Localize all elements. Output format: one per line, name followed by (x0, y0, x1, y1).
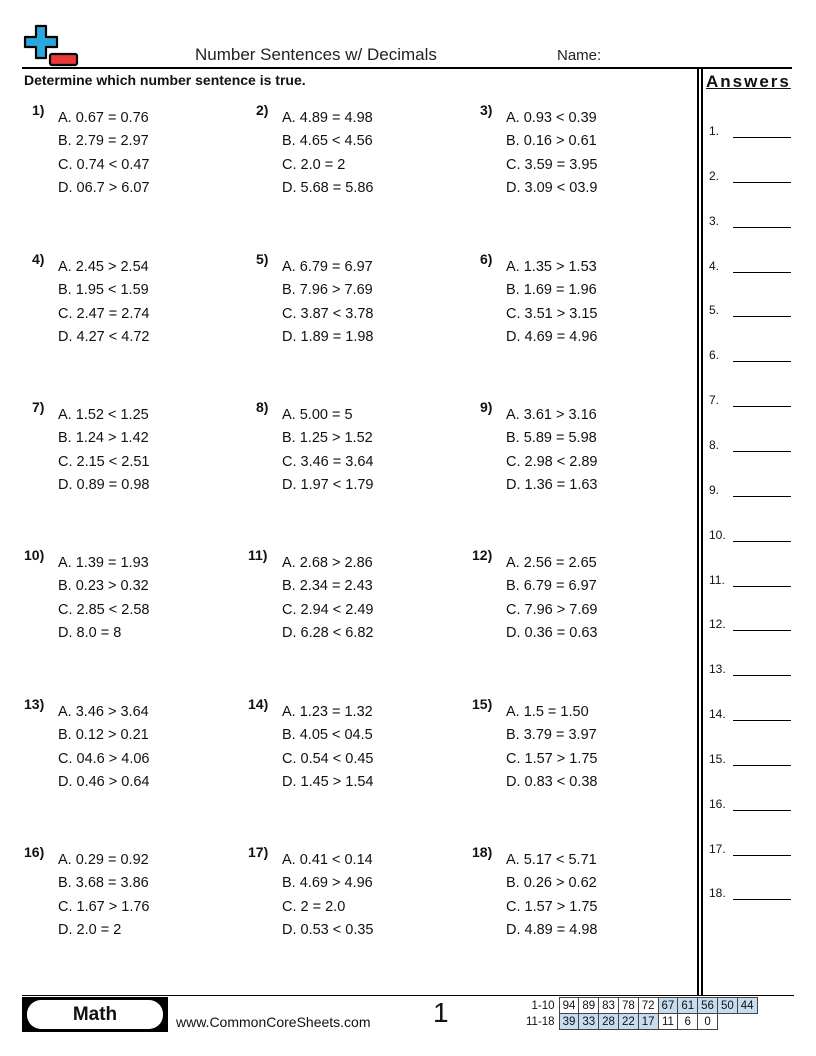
answer-option: A. 0.41 < 0.14 (282, 852, 373, 868)
problem-number: 15) (472, 696, 493, 712)
answer-option: B. 0.16 > 0.61 (506, 133, 597, 150)
answer-number: 1. (709, 124, 720, 138)
answer-option: B. 0.12 > 0.21 (58, 727, 149, 744)
score-table (526, 997, 758, 1030)
score-cell: 11 (658, 1014, 678, 1030)
answer-number: 13. (709, 662, 726, 677)
answer-line (733, 272, 791, 273)
answer-option: A. 2.45 > 2.54 (58, 259, 149, 275)
problem (248, 547, 458, 643)
option-list (282, 701, 374, 794)
problem-number: 18) (472, 844, 493, 860)
score-cell: 56 (698, 998, 718, 1014)
answer-line (733, 899, 791, 900)
answer-line (733, 586, 791, 587)
answer-blank[interactable] (709, 707, 793, 723)
answer-option: D. 3.09 < 03.9 (506, 179, 598, 196)
problem-number: 4) (32, 251, 45, 267)
answer-number: 6. (709, 348, 720, 363)
answer-option: A. 5.00 = 5 (282, 407, 353, 423)
problem (24, 399, 234, 495)
answer-line (733, 720, 791, 721)
score-cell: 83 (599, 998, 619, 1014)
answer-option: A. 5.17 < 5.71 (506, 852, 597, 868)
answers-divider-left (697, 67, 699, 995)
answer-blank[interactable] (709, 214, 793, 230)
score-cell: 39 (559, 1014, 579, 1030)
answer-line (733, 451, 791, 452)
problem (472, 844, 682, 940)
answer-option: C. 3.59 = 3.95 (506, 156, 598, 173)
answer-line (733, 630, 791, 631)
option-list (282, 107, 374, 200)
answer-line (733, 361, 791, 362)
answer-option: C. 0.74 < 0.47 (58, 156, 150, 173)
answer-option: C. 1.67 > 1.76 (58, 898, 150, 915)
answer-option: A. 0.93 < 0.39 (506, 110, 597, 126)
answer-option: A. 4.89 = 4.98 (282, 110, 373, 126)
problem-number: 1) (32, 102, 45, 118)
problem (472, 251, 682, 347)
answer-option: C. 3.87 < 3.78 (282, 305, 374, 322)
answer-number: 15. (709, 751, 726, 766)
problem (472, 102, 682, 198)
problem-number: 6) (480, 251, 493, 267)
answer-option: A. 3.61 > 3.16 (506, 407, 597, 423)
worksheet-title: Number Sentences w/ Decimals (195, 45, 437, 64)
option-list (282, 256, 374, 349)
answer-line (733, 765, 791, 766)
answer-option: C. 2.0 = 2 (282, 156, 346, 173)
answer-blank[interactable] (709, 797, 793, 813)
score-row-label: 11-18 (526, 1015, 555, 1028)
answer-blank[interactable] (709, 259, 793, 275)
answer-option: D. 1.97 < 1.79 (282, 476, 374, 493)
score-cell: 44 (737, 998, 757, 1014)
answer-line (733, 810, 791, 811)
answer-option: D. 1.45 > 1.54 (282, 773, 374, 790)
answer-option: B. 1.69 = 1.96 (506, 282, 597, 299)
option-list (58, 552, 150, 645)
problem-number: 3) (480, 102, 493, 118)
problem-number: 12) (472, 547, 493, 563)
answer-line (733, 182, 791, 183)
score-cell: 50 (717, 998, 737, 1014)
problem-number: 8) (256, 399, 269, 415)
answer-option: D. 4.69 = 4.96 (506, 328, 598, 345)
answer-option: B. 0.26 > 0.62 (506, 875, 597, 892)
answer-number: 5. (709, 303, 720, 318)
answer-line (733, 137, 791, 138)
problem (248, 844, 458, 940)
option-list (282, 404, 374, 497)
answer-blank[interactable] (709, 169, 793, 185)
problem (24, 102, 234, 198)
score-row-label: 1-10 (531, 999, 555, 1012)
answer-line (733, 855, 791, 856)
answer-blank[interactable] (709, 438, 793, 454)
answer-option: C. 2.85 < 2.58 (58, 601, 150, 618)
answer-number: 12. (709, 617, 726, 632)
answer-option: D. 1.36 = 1.63 (506, 476, 598, 493)
answer-blank[interactable] (709, 303, 793, 319)
problem-number: 14) (248, 696, 269, 712)
answer-number: 11. (709, 572, 725, 587)
problem (472, 696, 682, 792)
answer-option: A. 2.56 = 2.65 (506, 555, 597, 571)
answer-number: 3. (709, 213, 720, 228)
problem (24, 251, 234, 347)
problem (248, 102, 458, 198)
answer-option: C. 2.98 < 2.89 (506, 453, 598, 470)
answer-blank[interactable] (709, 617, 793, 633)
answer-option: C. 2.47 = 2.74 (58, 305, 150, 322)
answers-divider-right (701, 67, 703, 995)
subject-label: Math (27, 1000, 163, 1029)
answer-option: D. 0.53 < 0.35 (282, 921, 374, 938)
answer-blank[interactable] (709, 483, 793, 499)
option-list (506, 849, 598, 942)
answer-option: D. 4.27 < 4.72 (58, 328, 150, 345)
problem-number: 2) (256, 102, 269, 118)
answer-option: D. 5.68 = 5.86 (282, 179, 374, 196)
answer-blank[interactable] (709, 348, 793, 364)
problem-number: 13) (24, 696, 45, 712)
problem-number: 17) (248, 844, 269, 860)
answer-option: C. 2.94 < 2.49 (282, 601, 374, 618)
score-cell: 6 (678, 1014, 698, 1030)
score-cell: 28 (599, 1014, 619, 1030)
option-list (58, 256, 150, 349)
answer-option: B. 7.96 > 7.69 (282, 282, 373, 299)
answer-option: B. 4.65 < 4.56 (282, 133, 373, 150)
score-cell-empty (717, 1014, 737, 1030)
answer-number: 17. (709, 841, 726, 856)
problem (24, 844, 234, 940)
score-cell: 94 (559, 998, 579, 1014)
answer-option: A. 1.52 < 1.25 (58, 407, 149, 423)
score-cell: 0 (698, 1014, 718, 1030)
header-divider (22, 67, 792, 69)
page-number: 1 (433, 997, 449, 1028)
problem (24, 696, 234, 792)
score-cell: 89 (579, 998, 599, 1014)
option-list (58, 701, 150, 794)
answer-option: D. 0.83 < 0.38 (506, 773, 598, 790)
option-list (506, 256, 598, 349)
answer-blank[interactable] (709, 752, 793, 768)
answer-option: D. 2.0 = 2 (58, 921, 122, 938)
answer-blank[interactable] (709, 842, 793, 858)
option-list (282, 552, 374, 645)
answer-blank[interactable] (709, 528, 793, 544)
answer-option: B. 1.25 > 1.52 (282, 430, 373, 447)
answer-option: D. 4.89 = 4.98 (506, 921, 598, 938)
answer-option: C. 0.54 < 0.45 (282, 750, 374, 767)
problem (248, 696, 458, 792)
answer-option: A. 1.39 = 1.93 (58, 555, 149, 571)
answer-blank[interactable] (709, 573, 793, 589)
score-cell: 78 (618, 998, 638, 1014)
answer-option: D. 0.36 = 0.63 (506, 624, 598, 641)
answer-option: C. 2 = 2.0 (282, 898, 346, 915)
option-list (506, 701, 598, 794)
problem (248, 399, 458, 495)
answer-option: C. 2.15 < 2.51 (58, 453, 150, 470)
answer-number: 2. (709, 168, 720, 183)
answer-line (733, 406, 791, 407)
answer-option: B. 4.05 < 04.5 (282, 727, 373, 744)
answer-option: C. 3.51 > 3.15 (506, 305, 598, 322)
answer-blank[interactable] (709, 662, 793, 678)
problem (472, 547, 682, 643)
option-list (58, 849, 150, 942)
answer-option: A. 0.67 = 0.76 (58, 110, 149, 126)
answer-option: B. 3.79 = 3.97 (506, 727, 597, 744)
footer-divider (22, 995, 794, 996)
answer-option: D. 06.7 > 6.07 (58, 179, 150, 196)
score-cell-empty (737, 1014, 757, 1030)
answer-number: 10. (709, 527, 726, 542)
answer-option: A. 1.5 = 1.50 (506, 704, 589, 720)
website-link[interactable]: www.CommonCoreSheets.com (176, 1014, 371, 1030)
answer-option: D. 0.46 > 0.64 (58, 773, 150, 790)
answer-number: 9. (709, 482, 720, 497)
score-row (526, 1014, 757, 1030)
problem-number: 11) (248, 547, 268, 563)
score-cell: 67 (658, 998, 678, 1014)
answer-option: C. 7.96 > 7.69 (506, 601, 598, 618)
answer-option: A. 2.68 > 2.86 (282, 555, 373, 571)
problem (24, 547, 234, 643)
problem-number: 7) (32, 399, 45, 415)
answer-option: B. 2.79 = 2.97 (58, 133, 149, 150)
answer-option: A. 3.46 > 3.64 (58, 704, 149, 720)
score-cell: 61 (678, 998, 698, 1014)
problem-number: 5) (256, 251, 269, 267)
answer-blank[interactable] (709, 886, 793, 902)
answer-option: B. 5.89 = 5.98 (506, 430, 597, 447)
instructions: Determine which number sentence is true. (24, 72, 306, 88)
option-list (58, 404, 150, 497)
answer-number: 4. (709, 258, 720, 273)
answer-option: B. 1.24 > 1.42 (58, 430, 149, 447)
answer-number: 18. (709, 886, 726, 901)
problem (248, 251, 458, 347)
answer-option: B. 4.69 > 4.96 (282, 875, 373, 892)
answer-option: C. 1.57 > 1.75 (506, 898, 598, 915)
score-cell: 17 (638, 1014, 658, 1030)
answer-option: D. 6.28 < 6.82 (282, 624, 374, 641)
answer-blank[interactable] (709, 393, 793, 409)
score-row (526, 998, 757, 1014)
answer-line (733, 675, 791, 676)
score-cell: 72 (638, 998, 658, 1014)
problem-number: 16) (24, 844, 45, 860)
answer-number: 7. (709, 393, 720, 408)
option-list (506, 404, 598, 497)
answer-option: A. 1.35 > 1.53 (506, 259, 597, 275)
score-cell: 22 (618, 1014, 638, 1030)
answer-option: B. 6.79 = 6.97 (506, 578, 597, 595)
problem-number: 10) (24, 547, 45, 563)
answer-line (733, 541, 791, 542)
subject-badge (22, 997, 168, 1032)
option-list (282, 849, 374, 942)
answer-number: 8. (709, 437, 720, 452)
answer-option: D. 0.89 = 0.98 (58, 476, 150, 493)
answer-line (733, 316, 791, 317)
problem (472, 399, 682, 495)
answer-option: A. 1.23 = 1.32 (282, 704, 373, 720)
answers-title: Answers (706, 72, 791, 91)
plus-minus-logo-icon (22, 24, 80, 68)
name-label: Name: (557, 47, 602, 64)
answer-option: A. 6.79 = 6.97 (282, 259, 373, 275)
problem-number: 9) (480, 399, 493, 415)
answer-option: C. 1.57 > 1.75 (506, 750, 598, 767)
answer-option: B. 1.95 < 1.59 (58, 282, 149, 299)
answer-option: C. 3.46 = 3.64 (282, 453, 374, 470)
answer-line (733, 496, 791, 497)
answer-blank[interactable] (709, 124, 793, 140)
score-cell: 33 (579, 1014, 599, 1030)
answer-option: B. 2.34 = 2.43 (282, 578, 373, 595)
answer-number: 14. (709, 707, 726, 722)
answer-number: 16. (709, 796, 726, 811)
answer-option: B. 3.68 = 3.86 (58, 875, 149, 892)
answer-option: B. 0.23 > 0.32 (58, 578, 149, 595)
answer-option: D. 8.0 = 8 (58, 624, 122, 641)
answer-option: D. 1.89 = 1.98 (282, 328, 374, 345)
option-list (58, 107, 150, 200)
answer-option: C. 04.6 > 4.06 (58, 750, 150, 767)
answer-option: A. 0.29 = 0.92 (58, 852, 149, 868)
option-list (506, 107, 598, 200)
answer-line (733, 227, 791, 228)
option-list (506, 552, 598, 645)
